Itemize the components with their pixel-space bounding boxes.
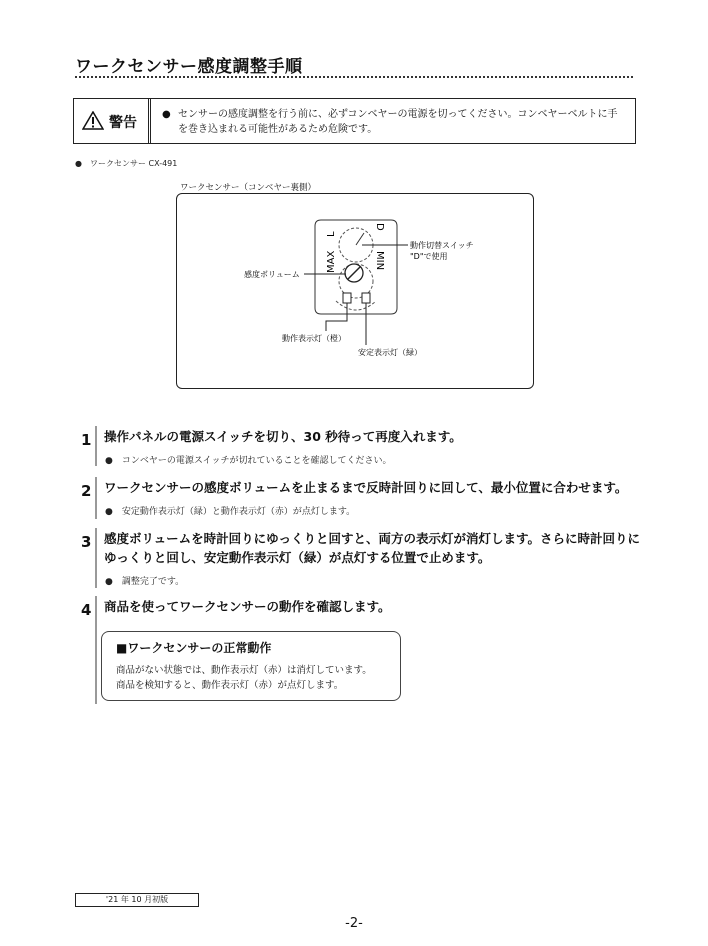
d-label: D [374,223,385,231]
step-1-bar [95,426,97,466]
edition-label: '21 年 10 月初版 [75,893,199,907]
step-3-note: ● 調整完了です。 [105,577,185,587]
step-2-bar [95,477,97,519]
max-label: MAX [326,250,337,273]
op-lamp [343,293,351,303]
step-4-text: 商品を使ってワークセンサーの動作を確認します。 [104,599,391,614]
stable-lamp-label: 安定表示灯（緑） [358,348,422,357]
step-3-bar [95,528,97,588]
warning-triangle-icon [82,111,104,130]
step-1-text: 操作パネルの電源スイッチを切り、30 秒待って再度入れます。 [104,429,462,444]
warning-text: センサーの感度調整を行う前に、必ずコンベヤーの電源を切ってください。コンベヤーベルトに手を巻き込まれる可能性があるため危険です。 [178,109,618,135]
l-label: L [326,231,337,237]
step-2-number: 2 [81,482,92,500]
page-title: ワークセンサー感度調整手順 [75,57,303,77]
step-4-number: 4 [81,601,92,619]
warning-label: 警告 [109,115,137,131]
volume-label: 感度ボリューム [244,270,300,279]
step-3-text-line2: ゆっくりと回し、安定動作表示灯（緑）が点灯する位置で止めます。 [104,550,491,565]
stable-lamp [362,293,370,303]
title-divider [75,76,633,78]
normal-operation-line1: 商品がない状態では、動作表示灯（赤）は消灯しています。 [116,665,372,676]
step-1-note: ● コンベヤーの電源スイッチが切れていることを確認してください。 [105,456,392,466]
warning-bullet: ● [162,109,171,120]
normal-operation-box [101,631,401,701]
switch-label-line1: 動作切替スイッチ [410,241,474,250]
step-3-text-line1: 感度ボリュームを時計回りにゆっくりと回すと、両方の表示灯が消灯します。さらに時計回りに [104,531,641,546]
warning-box [73,98,636,144]
step-2-text: ワークセンサーの感度ボリュームを止まるまで反時計回りに回して、最小位置に合わせます。 [104,480,628,495]
warning-header [74,99,151,143]
step-1-number: 1 [81,431,92,449]
page-number: -2- [345,916,363,931]
diagram-caption: ワークセンサー（コンベヤー裏側） [180,183,317,193]
step-3-number: 3 [81,533,92,551]
step-2-note: ● 安定動作表示灯（緑）と動作表示灯（赤）が点灯します。 [105,507,356,517]
model-line: ● ワークセンサー CX-491 [75,159,178,168]
warning-message [162,107,622,137]
normal-operation-line2: 商品を検知すると、動作表示灯（赤）が点灯します。 [116,680,344,691]
normal-operation-title: ■ワークセンサーの正常動作 [116,641,272,655]
op-lamp-label: 動作表示灯（橙） [282,334,346,343]
switch-label-line2: "D"で使用 [410,252,448,261]
sensor-diagram [176,193,532,387]
step-4-bar [95,596,97,704]
min-label: MIN [374,251,385,271]
